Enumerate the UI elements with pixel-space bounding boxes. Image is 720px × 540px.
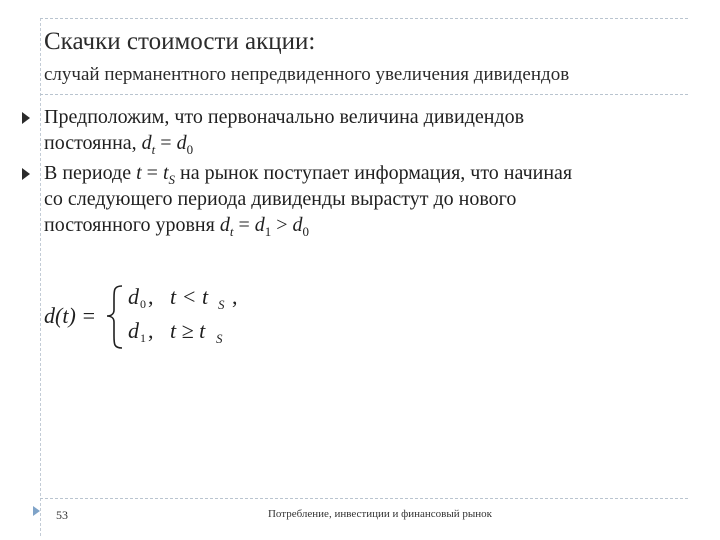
triangle-bullet-icon <box>22 168 30 180</box>
var-d: d <box>292 214 303 236</box>
case-2-cond-sub: S <box>216 331 223 346</box>
sub-0: 0 <box>186 142 194 157</box>
bullet-2-rest: на рынок поступает информация, что начиная <box>175 162 573 184</box>
equals: = <box>155 132 177 154</box>
case-2-condition: t ≥ t <box>170 318 206 343</box>
footer-triangle-icon <box>33 506 40 516</box>
case-1-condition: t < t <box>170 284 209 309</box>
var-t: t <box>136 162 142 184</box>
bullet-item-2 <box>22 160 672 238</box>
bullet-2-line-2: со следующего периода дивиденды вырастут до нового <box>44 188 517 210</box>
bullet-item-1 <box>22 104 672 156</box>
case-2-value: d <box>128 318 139 343</box>
bullet-2-line-3 <box>44 212 672 238</box>
sub-0: 0 <box>302 224 310 239</box>
title-divider <box>40 94 688 95</box>
slide-subtitle: случай перманентного непредвиденного увеличения дивидендов <box>44 64 570 85</box>
bullet-list <box>22 104 672 242</box>
bullet-1-text: постоянна, <box>44 132 142 154</box>
bullet-1-line-1: Предположим, что первоначально величина дивидендов <box>44 106 525 128</box>
var-d: d <box>176 132 187 154</box>
triangle-bullet-icon <box>22 112 30 124</box>
case-1-cond-sub: S <box>218 297 225 312</box>
var-d: d <box>254 214 265 236</box>
case-2-sub: 1 <box>140 331 146 345</box>
var-d: d <box>141 132 152 154</box>
var-d: d <box>219 214 230 236</box>
greater-than: > <box>271 214 293 236</box>
bullet-1-line-2 <box>44 130 672 156</box>
sub-t: t <box>151 142 156 157</box>
sub-t: t <box>229 224 234 239</box>
left-guide-line <box>40 18 41 536</box>
dividend-formula <box>44 280 304 352</box>
slide-number: 53 <box>56 508 68 522</box>
top-divider <box>40 18 688 19</box>
bullet-2-line-1 <box>44 160 672 186</box>
case-1-comma: , <box>148 284 154 309</box>
footer-caption: Потребление, инвестиции и финансовый рынок <box>267 508 493 520</box>
var-t: t <box>162 162 169 184</box>
case-1-value: d <box>128 284 139 309</box>
sub-s: S <box>168 172 176 187</box>
case-1-sub: 0 <box>140 297 146 311</box>
bullet-2-text: В периоде <box>44 162 137 184</box>
trailing-comma: , <box>232 284 238 309</box>
footer-divider <box>40 498 688 499</box>
case-2-comma: , <box>148 318 154 343</box>
equals: = <box>141 162 163 184</box>
slide-title: Скачки стоимости акции: <box>44 28 316 55</box>
left-brace <box>107 286 122 348</box>
formula-lhs: d(t) = <box>44 303 97 328</box>
bullet-2-text-3: постоянного уровня <box>44 214 220 236</box>
sub-1: 1 <box>264 224 272 239</box>
equals: = <box>233 214 255 236</box>
